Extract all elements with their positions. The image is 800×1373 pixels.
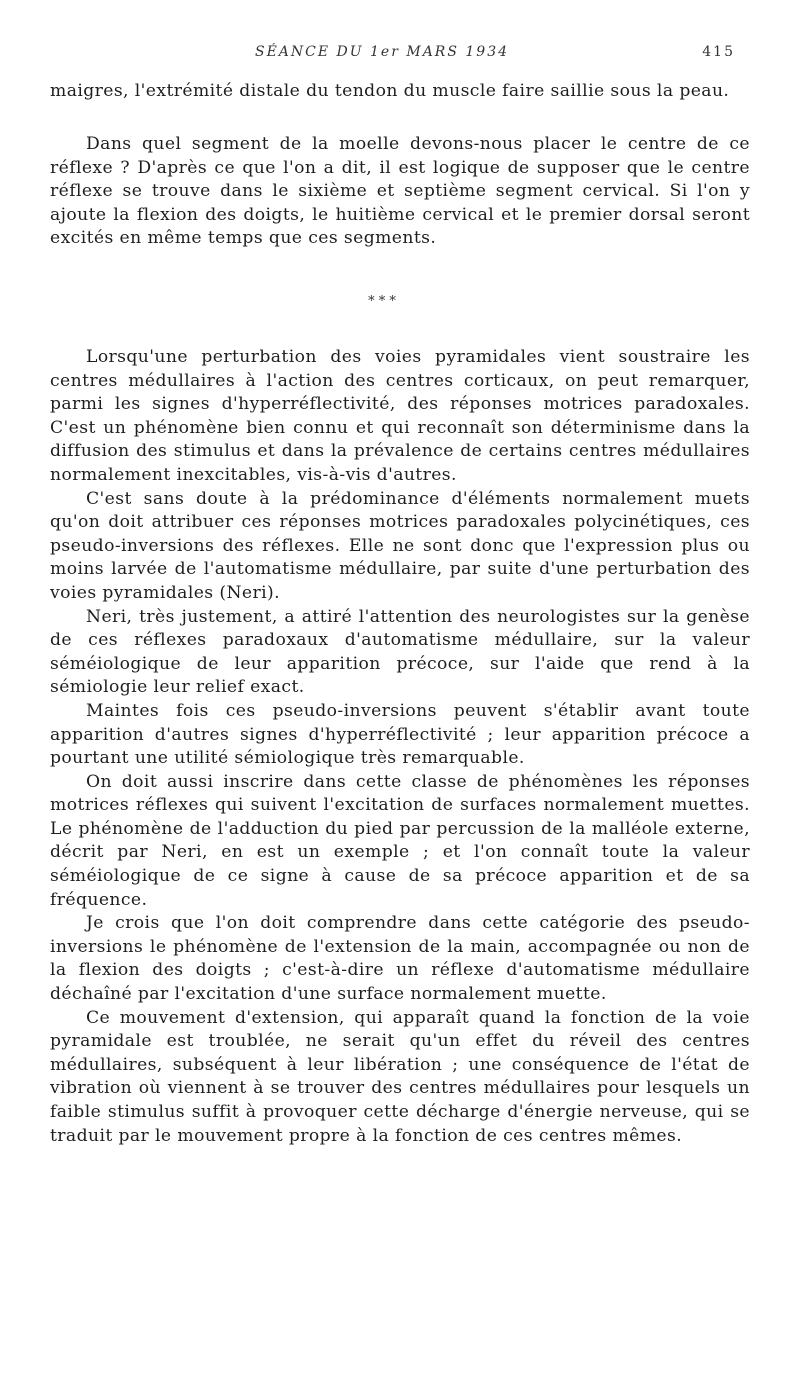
text-block-segment — [50, 133, 750, 251]
running-head-title: SÉANCE DU 1er MARS 1934 — [255, 44, 510, 60]
paragraph: maigres, l'extrémité distale du tendon du muscle faire saillie sous la peau. — [50, 81, 730, 101]
text-block-main — [50, 346, 750, 1148]
paragraph: Maintes fois ces pseudo-inversions peuvent s'établir avant toute apparition d'autres signes d'hyperréflectivité ; leur apparition précoce a pourtant une utilité sémiologique très remarquable. — [50, 700, 750, 769]
section-separator-asterism: * * * — [368, 294, 396, 309]
paragraph: On doit aussi inscrire dans cette classe de phénomènes les réponses motrices réflexes qui suivent l'excitation de surfaces normalement muettes. Le phénomène de l'adduction du pied par percussion de la malléole externe, décrit par Neri, en est un exemple ; et l'on connaît toute la valeur séméiologique de ce signe à cause de sa précoce apparition et de sa fréquence. — [50, 771, 750, 910]
paragraph: Dans quel segment de la moelle devons-nous placer le centre de ce réflexe ? D'après ce que l'on a dit, il est logique de supposer que le centre réflexe se trouve dans le sixième et septième segment cervical. Si l'on y ajoute la flexion des doigts, le huitième cervical et le premier dorsal seront excités en même temps que ces segments. — [50, 134, 750, 249]
paragraph: Neri, très justement, a attiré l'attention des neurologistes sur la genèse de ces réflexes paradoxaux d'automatisme médullaire, sur la valeur séméiologique de leur apparition précoce, sur l'aide que rend à la sémiologie leur relief exact. — [50, 606, 750, 698]
page-number: 415 — [702, 44, 735, 60]
paragraph: Je crois que l'on doit comprendre dans cette catégorie des pseudo-inversions le phénomène de l'extension de la main, accompagnée ou non de la flexion des doigts ; c'est-à-dire un réflexe d'automatisme médullaire déchaîné par l'excitation d'une surface normalement muette. — [50, 913, 750, 1005]
paragraph: C'est sans doute à la prédominance d'éléments normalement muets qu'on doit attribuer ces réponses motrices paradoxales polycinétiques, ces pseudo-inversions des réflexes. Elle ne sont donc que l'expression plus ou moins larvée de l'automatisme médullaire, par suite d'une perturbation des voies pyramidales (Neri). — [50, 488, 750, 603]
paragraph: Ce mouvement d'extension, qui apparaît quand la fonction de la voie pyramidale est troublée, ne serait qu'un effet du réveil des centres médullaires, subséquent à leur libération ; une conséquence de l'état de vibration où viennent à se trouver des centres médullaires pour lesquels un faible stimulus suffit à provoquer cette décharge d'énergie nerveuse, qui se traduit par le mouvement propre à la fonction de ces centres mêmes. — [50, 1007, 750, 1146]
text-block-continuation — [50, 80, 750, 104]
paragraph: Lorsqu'une perturbation des voies pyramidales vient soustraire les centres médullaires à l'action des centres corticaux, on peut remarquer, parmi les signes d'hyperréflectivité, des réponses motrices paradoxales. C'est un phénomène bien connu et qui reconnaît son déterminisme dans la diffusion des stimulus et dans la prévalence de certains centres médullaires normalement inexcitables, vis-à-vis d'autres. — [50, 347, 750, 485]
